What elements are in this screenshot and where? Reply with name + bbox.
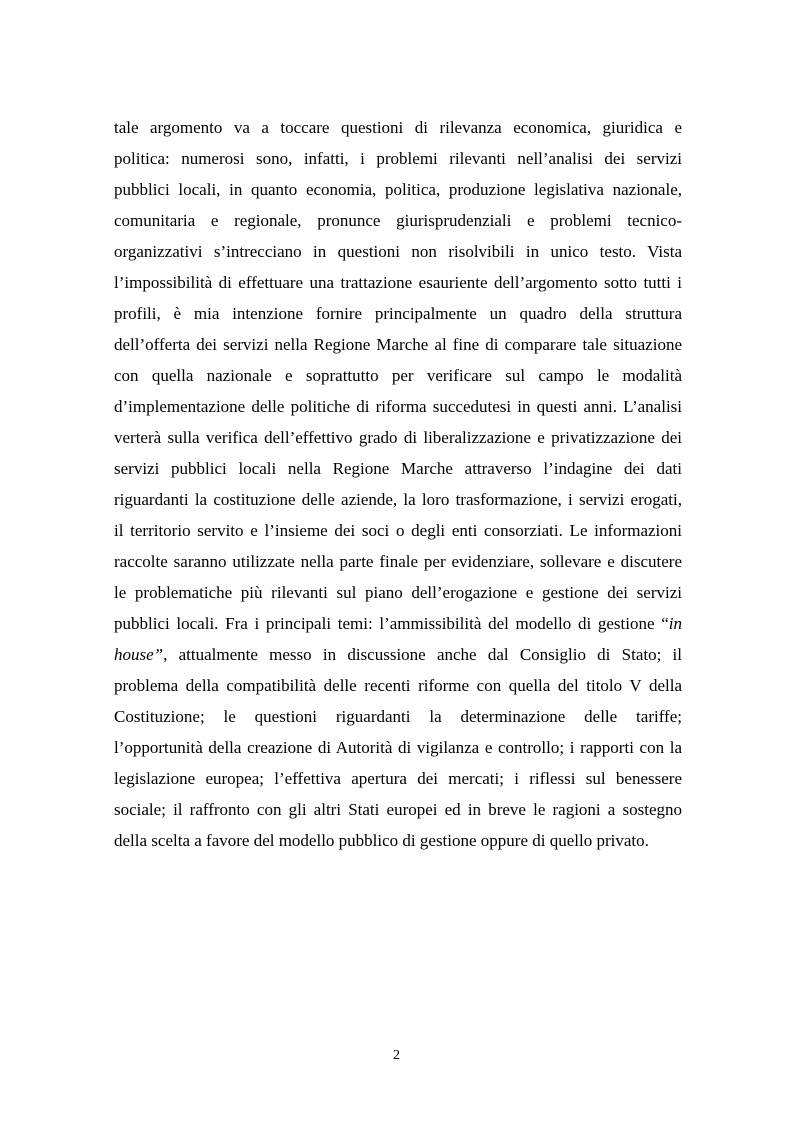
text-line: dell’offerta dei servizi nella Regione Marche al fine di comparare tale situazione bbox=[114, 335, 682, 354]
body-paragraph bbox=[114, 112, 682, 856]
text-line: organizzativi s’intrecciano in questioni non risolvibili in unico testo. Vista bbox=[114, 242, 682, 261]
text-line: profili, è mia intenzione fornire principalmente un quadro della struttura bbox=[114, 304, 682, 323]
text-line: raccolte saranno utilizzate nella parte finale per evidenziare, sollevare e discutere bbox=[114, 552, 682, 571]
text-line: il territorio servito e l’insieme dei soci o degli enti consorziati. Le informazioni bbox=[114, 521, 682, 540]
text-line: le problematiche più rilevanti sul piano dell’erogazione e gestione dei servizi bbox=[114, 583, 682, 602]
text-line-segment: , attualmente messo in discussione anche dal Consiglio di Stato; il bbox=[163, 645, 682, 664]
italic-term: in bbox=[668, 614, 682, 633]
text-line: con quella nazionale e soprattutto per verificare sul campo le modalità bbox=[114, 366, 682, 385]
text-line: comunitaria e regionale, pronunce giurisprudenziali e problemi tecnico- bbox=[114, 211, 682, 230]
text-line: Costituzione; le questioni riguardanti la determinazione delle tariffe; bbox=[114, 707, 682, 726]
text-line-last: della scelta a favore del modello pubblico di gestione oppure di quello privato. bbox=[114, 831, 649, 850]
text-line: servizi pubblici locali nella Regione Marche attraverso l’indagine dei dati bbox=[114, 459, 682, 478]
text-line: sociale; il raffronto con gli altri Stati europei ed in breve le ragioni a sostegno bbox=[114, 800, 682, 819]
text-line: d’implementazione delle politiche di riforma succedutesi in questi anni. L’analisi bbox=[114, 397, 682, 416]
italic-term: house” bbox=[114, 645, 164, 664]
text-line: politica: numerosi sono, infatti, i problemi rilevanti nell’analisi dei servizi bbox=[114, 149, 682, 168]
text-line: problema della compatibilità delle recenti riforme con quella del titolo V della bbox=[114, 676, 682, 695]
text-line-segment: pubblici locali. Fra i principali temi: l’ammissibilità del modello di gestione “ bbox=[114, 614, 669, 633]
text-line: l’opportunità della creazione di Autorità di vigilanza e controllo; i rapporti con la bbox=[114, 738, 682, 757]
text-line: verterà sulla verifica dell’effettivo grado di liberalizzazione e privatizzazione dei bbox=[114, 428, 682, 447]
text-line bbox=[114, 608, 682, 639]
text-line: l’impossibilità di effettuare una trattazione esauriente dell’argomento sotto tutti i bbox=[114, 273, 682, 292]
page-number: 2 bbox=[393, 1048, 400, 1063]
text-line: pubblici locali, in quanto economia, politica, produzione legislativa nazionale, bbox=[114, 180, 682, 199]
text-line: riguardanti la costituzione delle aziende, la loro trasformazione, i servizi erogati, bbox=[114, 490, 682, 509]
text-line: legislazione europea; l’effettiva apertura dei mercati; i riflessi sul benessere bbox=[114, 769, 682, 788]
text-line bbox=[114, 639, 682, 670]
text-line: tale argomento va a toccare questioni di rilevanza economica, giuridica e bbox=[114, 118, 682, 137]
